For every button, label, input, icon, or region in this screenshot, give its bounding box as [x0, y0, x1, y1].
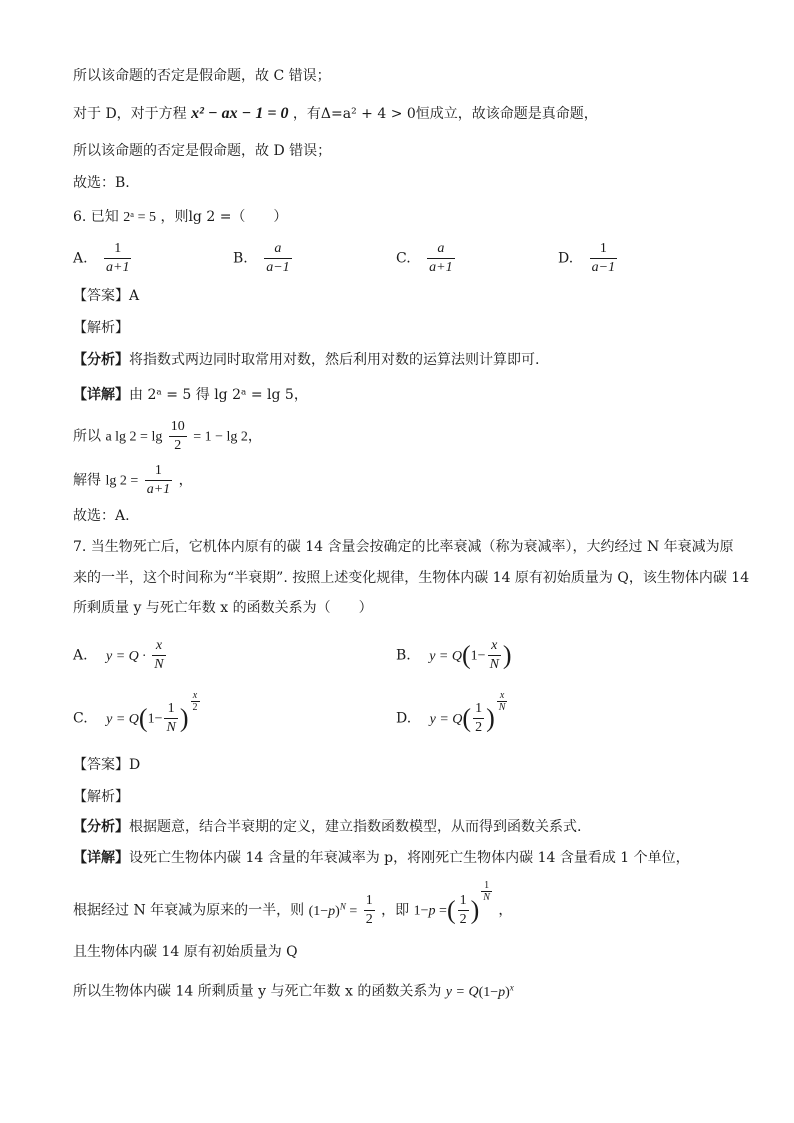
text-span: 所以生物体内碳 14 所剩质量 y 与死亡年数 x 的函数关系为	[73, 983, 442, 1000]
option-label: A.	[73, 647, 88, 664]
fraction	[364, 892, 375, 929]
question-7-stem: 来的一半，这个时间称为“半衰期”. 按照上述变化规律，生物体内碳 14 原有初始质量为 Q，该生物体内碳 14	[73, 570, 750, 586]
equation: a lg 2 = lg	[105, 429, 163, 445]
text-line	[73, 104, 598, 124]
equation: y = Q	[445, 984, 479, 1000]
paren: )	[502, 640, 512, 670]
answer-7: 【答案】D	[73, 757, 141, 773]
option-label: C.	[73, 710, 88, 727]
denominator: a+1	[429, 260, 453, 275]
option-d	[396, 690, 509, 737]
section-tag: 【详解】	[73, 387, 129, 403]
exponent	[481, 880, 492, 903]
detail-7-line4	[73, 977, 514, 1003]
text-span: ，	[498, 902, 513, 919]
question-6-stem	[73, 207, 287, 228]
text-line: 所以该命题的否定是假命题，故 D 错误；	[73, 143, 332, 159]
numerator: 1	[145, 462, 172, 481]
detail-7-line2	[73, 880, 513, 929]
fenxi-7	[73, 817, 581, 837]
text-span: 对于 D，对于方程	[73, 106, 187, 122]
paren: (	[461, 640, 471, 670]
fraction	[164, 700, 177, 737]
denominator: a−1	[591, 260, 616, 275]
jiexi-6: 【解析】	[73, 320, 129, 336]
equation: y = Q	[429, 711, 463, 727]
equation: y = Q ·	[106, 648, 146, 664]
numerator: 1	[458, 892, 469, 911]
denominator: 2	[459, 912, 467, 927]
fraction	[590, 240, 617, 277]
fraction	[264, 240, 291, 277]
answer-6: 【答案】A	[73, 288, 140, 304]
denominator: 2	[475, 720, 483, 735]
fenxi-6	[73, 350, 539, 370]
equation: y = Q	[429, 648, 462, 664]
denominator: a−1	[266, 260, 290, 275]
numerator: x	[497, 690, 508, 702]
option-label: C.	[396, 250, 411, 267]
denominator: 2	[365, 912, 373, 927]
option-d	[558, 240, 619, 277]
text-span: 解得	[73, 472, 101, 489]
text-span: 6. 已知	[73, 209, 119, 225]
option-label: D.	[396, 710, 412, 727]
denominator: N	[154, 657, 164, 672]
text-span: ，	[178, 472, 193, 489]
numerator: 10	[169, 418, 187, 437]
numerator: 1	[104, 240, 131, 259]
denominator: N	[483, 892, 490, 903]
option-label: A.	[73, 250, 88, 267]
equation: 1−p =	[413, 903, 447, 919]
text-span: 由 2ᵃ = 5 得 lg 2ᵃ = lg 5，	[129, 387, 308, 403]
end-6: 故选：A.	[73, 508, 130, 524]
paren: (	[138, 703, 148, 733]
detail-6-line3	[73, 462, 193, 499]
text-span: 根据题意，结合半衰期的定义，建立指数函数模型，从而得到函数关系式.	[129, 819, 582, 835]
fraction	[152, 637, 165, 674]
text-line: 所以该命题的否定是假命题，故 C 错误；	[73, 68, 331, 84]
detail-6-line1	[73, 385, 308, 405]
denominator: N	[498, 702, 506, 713]
text-span: 根据经过 N 年衰减为原来的一半，则	[73, 902, 305, 919]
denominator: 2	[174, 438, 182, 453]
text-line: 故选：B.	[73, 175, 130, 191]
equation: $(1-p)^x$	[478, 982, 514, 1000]
equation: y = Q	[106, 711, 139, 727]
text-span: 1−	[470, 648, 486, 664]
text-span: 所以	[73, 428, 101, 445]
option-label: B.	[396, 647, 411, 664]
detail-6-line2	[73, 418, 262, 455]
paren: (	[446, 895, 456, 925]
equation: 2ᵃ = 5	[123, 210, 156, 225]
option-label: B.	[233, 250, 248, 267]
question-7-stem: 7. 当生物死亡后，它机体内原有的碳 14 含量会按确定的比率衰减（称为衰减率），大约经过 N 年衰减为原	[73, 539, 734, 555]
paren: )	[179, 703, 189, 733]
numerator: a	[427, 240, 454, 259]
denominator: N	[489, 657, 499, 672]
text-span: ，则lg 2 =（ ）	[160, 209, 288, 225]
option-label: D.	[558, 250, 574, 267]
fraction	[458, 892, 469, 929]
paren: )	[486, 703, 495, 733]
exponent	[191, 690, 200, 713]
exponent	[497, 690, 508, 713]
numerator: x	[488, 637, 501, 656]
option-b	[396, 637, 512, 674]
numerator: 1	[481, 880, 492, 892]
equation: lg 2 =	[105, 473, 139, 489]
detail-7-line1	[73, 848, 690, 868]
paren: )	[470, 895, 480, 925]
numerator: 1	[364, 892, 375, 911]
question-7-stem: 所剩质量 y 与死亡年数 x 的函数关系为（ ）	[73, 600, 373, 616]
jiexi-7: 【解析】	[73, 789, 129, 805]
text-span: 设死亡生物体内碳 14 含量的年衰减率为 p，将刚死亡生物体内碳 14 含量看成 1 个单位，	[129, 850, 690, 866]
numerator: x	[191, 690, 200, 702]
numerator: x	[152, 637, 165, 656]
detail-7-line3: 且生物体内碳 14 原有初始质量为 Q	[73, 944, 298, 960]
option-b	[233, 240, 294, 277]
text-span: 1−	[147, 711, 163, 727]
section-tag: 【分析】	[73, 352, 129, 368]
denominator: N	[166, 720, 176, 735]
option-c	[396, 240, 457, 277]
numerator: a	[264, 240, 291, 259]
fraction	[473, 700, 484, 737]
equation: $(1-p)^N$ =	[308, 900, 358, 919]
fraction	[104, 240, 131, 277]
numerator: 1	[473, 700, 484, 719]
equation: = 1 − lg 2，	[193, 429, 262, 445]
option-a	[73, 637, 168, 674]
option-c	[73, 690, 202, 737]
denominator: a+1	[106, 260, 130, 275]
text-span: ，有Δ=a² + 4 > 0恒成立，故该命题是真命题，	[292, 106, 598, 122]
text-span: 将指数式两边同时取常用对数，然后利用对数的运算法则计算即可.	[129, 352, 540, 368]
fraction	[488, 637, 501, 674]
fraction	[169, 418, 187, 455]
numerator: 1	[164, 700, 177, 719]
fraction	[427, 240, 454, 277]
numerator: 1	[590, 240, 617, 259]
section-tag: 【详解】	[73, 850, 129, 866]
fraction	[145, 462, 172, 499]
equation: x² − ax − 1 = 0	[191, 105, 289, 122]
denominator: 2	[192, 702, 198, 713]
section-tag: 【分析】	[73, 819, 129, 835]
denominator: a+1	[146, 482, 171, 497]
option-a	[73, 240, 133, 277]
text-span: ，即	[381, 902, 410, 919]
paren: (	[462, 703, 472, 733]
